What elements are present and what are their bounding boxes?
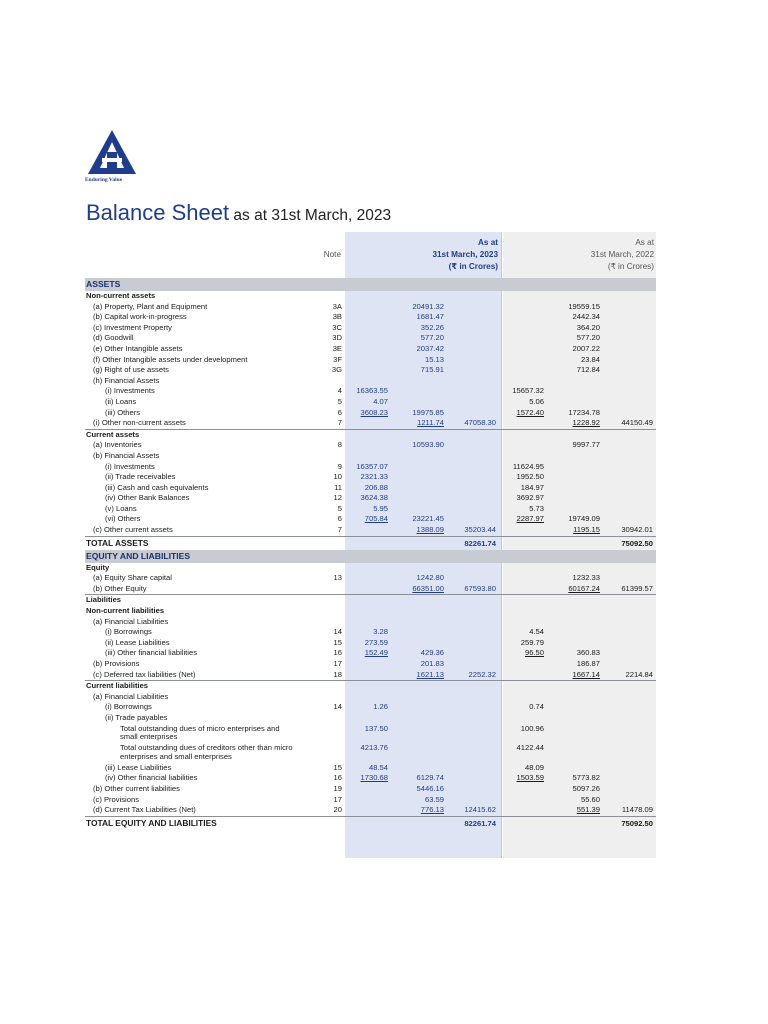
value-2023-col-b: 1242.80: [416, 573, 444, 583]
row-label: (ii) Lease Liabilities: [105, 637, 170, 647]
row-label: (f) Other Intangible assets under development: [93, 354, 248, 364]
note-ref: 14: [333, 627, 342, 637]
note-ref: 3D: [332, 333, 342, 343]
note-ref: 16: [333, 773, 342, 783]
row-label: (e) Other Intangible assets: [93, 343, 183, 353]
row-label: Equity: [86, 562, 110, 572]
table-row: [85, 763, 656, 774]
value-2023-col-b: 63.59: [424, 794, 444, 804]
value-2022-col-e: 577.20: [576, 333, 600, 343]
row-label: (iii) Cash and cash equivalents: [105, 482, 209, 492]
value-2022-col-d: 100.96: [520, 723, 544, 733]
value-2022-col-d: 3692.97: [516, 493, 544, 503]
note-ref: 11: [334, 482, 342, 492]
row-label: Total outstanding dues of micro enterprises and small enterprises: [120, 724, 280, 742]
row-label: (i) Investments: [105, 386, 155, 396]
row-label: (c) Investment Property: [93, 322, 172, 332]
value-2023-col-a: 273.59: [364, 637, 388, 647]
note-ref: 6: [337, 407, 342, 417]
note-ref: 9: [337, 461, 342, 471]
table-row: [85, 648, 656, 659]
value-2023-col-b: 352.26: [420, 322, 444, 332]
value-2022-col-e: 360.83: [576, 648, 600, 658]
table-row: [85, 408, 656, 419]
row-label: (g) Right of use assets: [93, 365, 169, 375]
value-2022-col-d: 2287.97: [516, 514, 544, 524]
note-ref: 4: [337, 386, 342, 396]
value-2022-col-d: 11624.95: [512, 461, 544, 471]
value-2023-col-a: 4213.76: [360, 743, 388, 753]
row-label: (iii) Lease Liabilities: [105, 762, 172, 772]
value-2023-col-b: 1211.74: [417, 418, 444, 428]
note-ref: 7: [337, 418, 342, 428]
previous-year-header-line: (₹ in Crores): [607, 262, 654, 271]
value-2022-col-d: 48.09: [524, 762, 544, 772]
total-row: [85, 817, 656, 830]
value-2022-col-f: 30942.01: [621, 525, 653, 535]
table-row: [85, 483, 656, 494]
value-2022-col-e: 19559.15: [568, 301, 600, 311]
value-2022-col-e: 186.87: [576, 659, 600, 668]
value-2022-col-e: 60167.24: [568, 583, 600, 593]
value-2023-col-b: 1621.13: [416, 669, 444, 679]
row-label: (c) Other current assets: [93, 525, 173, 535]
table-row: [85, 355, 656, 366]
total-row: [85, 537, 656, 550]
value-2023-col-b: 10593.90: [412, 440, 444, 450]
row-label: (i) Borrowings: [105, 702, 152, 712]
table-row: [85, 472, 656, 483]
table-row: [85, 462, 656, 473]
value-2022-col-d: 96.50: [524, 648, 544, 658]
value-2023-col-a: 3.28: [373, 627, 388, 637]
note-ref: 15: [333, 637, 342, 647]
note-ref: 5: [337, 396, 342, 406]
balance-sheet-table: [85, 232, 656, 858]
previous-year-header-line: As at: [635, 238, 654, 247]
row-label: (iv) Other Bank Balances: [105, 493, 190, 503]
row-label: (a) Financial Liabilities: [93, 691, 169, 701]
value-2023-col-a: 16357.07: [356, 461, 388, 471]
note-ref: 17: [333, 659, 342, 668]
section-header-row: [85, 278, 656, 291]
value-2023-col-c: 12415.62: [464, 805, 496, 815]
row-label: (ii) Trade receivables: [105, 472, 176, 482]
value-2023-col-b: 6129.74: [416, 773, 444, 783]
table-row: [85, 773, 656, 784]
table-row: [85, 724, 656, 744]
value-2023-col-b: 201.83: [420, 659, 444, 668]
value-2023-col-b: 20491.32: [412, 301, 444, 311]
previous-year-header-line: 31st March, 2022: [590, 250, 654, 259]
row-label: ASSETS: [86, 279, 121, 289]
value-2022-col-e: 5773.82: [572, 773, 600, 783]
value-2022-col-e: 9997.77: [572, 440, 600, 450]
note-ref: 3B: [332, 312, 342, 322]
value-2023-col-b: 1681.47: [416, 312, 444, 322]
table-row: [85, 451, 656, 462]
note-ref: 3A: [332, 301, 342, 311]
value-2023-col-a: 705.84: [364, 514, 388, 524]
value-2022-col-d: 259.79: [520, 637, 544, 647]
value-2022-col-e: 19749.09: [568, 514, 600, 524]
value-2022-col-f: 44150.49: [621, 418, 653, 428]
row-label: (a) Property, Plant and Equipment: [93, 301, 208, 311]
note-ref: 16: [333, 648, 342, 658]
value-2022-col-e: 17234.78: [568, 407, 600, 417]
value-2023-col-a: 5.95: [373, 503, 388, 513]
note-ref: 3C: [332, 322, 342, 332]
note-ref: 18: [333, 669, 342, 679]
table-row: [85, 573, 656, 584]
table-row: [85, 606, 656, 617]
note-ref: 13: [333, 573, 342, 583]
value-2023-col-a: 2321.33: [360, 472, 388, 482]
title-subtitle: as at 31st March, 2023: [229, 207, 392, 224]
value-2023-col-a: 137.50: [364, 723, 388, 733]
table-row: [85, 312, 656, 323]
row-label: (a) Inventories: [93, 440, 142, 450]
note-ref: 12: [333, 493, 342, 503]
table-row: [85, 617, 656, 628]
note-ref: 3F: [333, 354, 342, 364]
table-row: [85, 681, 656, 692]
value-2022-col-f: 61399.57: [621, 583, 653, 593]
table-row: [85, 440, 656, 451]
value-2022-col-d: 4122.44: [516, 743, 544, 753]
note-ref: 19: [333, 783, 342, 793]
value-2023-col-c: 67593.80: [464, 583, 496, 593]
value-2023-col-a: 48.54: [368, 762, 388, 772]
value-2022-col-d: 0.74: [529, 702, 544, 712]
row-label: (a) Equity Share capital: [93, 573, 172, 583]
value-2022-col-e: 23.84: [580, 354, 600, 364]
current-year-header-line: 31st March, 2023: [432, 250, 498, 259]
note-ref: 17: [333, 794, 342, 804]
table-row: [85, 525, 656, 537]
row-label: (i) Investments: [105, 461, 155, 471]
note-ref: 3G: [331, 365, 342, 375]
row-label: (iii) Other financial liabilities: [105, 648, 198, 658]
value-2023-col-b: 66351.00: [412, 583, 444, 593]
value-2023-col-a: 1730.68: [360, 773, 388, 783]
row-label: (i) Borrowings: [105, 627, 152, 637]
value-2022-col-d: 5.73: [529, 503, 544, 513]
note-ref: 8: [337, 440, 342, 450]
value-2023-col-a: 206.88: [364, 482, 388, 492]
row-label: Liabilities: [86, 595, 122, 605]
table-row: [85, 670, 656, 682]
note-ref: 5: [337, 503, 342, 513]
value-2022-col-d: 5.06: [529, 396, 544, 406]
row-label: (b) Other Equity: [93, 583, 147, 593]
itc-logo-icon: [84, 128, 140, 176]
value-2022-col-d: 184.97: [520, 482, 544, 492]
table-row: [85, 504, 656, 515]
value-2022-col-f: 11478.09: [621, 805, 653, 815]
table-row: [85, 659, 656, 670]
value-2023-col-b: 15.13: [424, 354, 444, 364]
row-label: (iv) Other financial liabilities: [105, 773, 198, 783]
row-label: Current liabilities: [86, 681, 149, 691]
table-row: [85, 323, 656, 334]
value-2022-col-d: 4.54: [529, 627, 544, 637]
row-label: (iii) Others: [105, 407, 141, 417]
table-row: [85, 627, 656, 638]
table-row: [85, 376, 656, 387]
value-2022-col-e: 2442.34: [572, 312, 600, 322]
value-2022-col-e: 712.84: [576, 365, 600, 375]
table-row: [85, 365, 656, 376]
value-2022-col-d: 1572.40: [516, 407, 544, 417]
row-label: (c) Deferred tax liabilities (Net): [93, 669, 196, 679]
value-2023-col-a: 3624.38: [360, 493, 388, 503]
row-label: (d) Current Tax Liabilities (Net): [93, 805, 196, 815]
value-2023-col-c: 35203.44: [464, 525, 496, 535]
row-label: Non-current assets: [86, 291, 156, 300]
note-ref: 10: [333, 472, 342, 482]
company-logo: [84, 128, 140, 188]
value-2022-col-d: 1503.59: [516, 773, 544, 783]
value-2022-col-e: 551.39: [576, 805, 600, 815]
value-2023-col-a: 4.07: [373, 396, 388, 406]
table-row: [85, 386, 656, 397]
row-label: (d) Goodwill: [93, 333, 134, 343]
note-ref: 6: [337, 514, 342, 524]
row-label: (vi) Others: [105, 514, 141, 524]
table-row: [85, 344, 656, 355]
value-2023-col-b: 19975.85: [412, 407, 444, 417]
table-row: [85, 743, 656, 763]
row-label: (a) Financial Liabilities: [93, 616, 169, 626]
note-ref: 15: [333, 762, 342, 772]
page-title: [86, 200, 391, 226]
table-row: [85, 418, 656, 430]
table-row: [85, 514, 656, 525]
row-label: (i) Other non-current assets: [93, 418, 186, 428]
value-2023-col-b: 715.91: [420, 365, 444, 375]
table-row: [85, 805, 656, 817]
value-2023-col-c: 47058.30: [464, 418, 496, 428]
value-2022-col-e: 55.60: [580, 794, 600, 804]
row-label: (h) Financial Assets: [93, 375, 160, 385]
row-label: (v) Loans: [105, 503, 137, 513]
table-row: [85, 638, 656, 649]
value-2023-col-c: 2252.32: [468, 669, 496, 679]
section-header-row: [85, 550, 656, 563]
table-row: [85, 713, 656, 724]
note-column-header: Note: [323, 250, 341, 259]
row-label: TOTAL ASSETS: [86, 537, 149, 548]
row-label: Total outstanding dues of creditors other than micro enterprises and small enterprises: [120, 744, 293, 761]
row-label: (b) Capital work-in-progress: [93, 312, 187, 322]
value-2023-col-b: 2037.42: [416, 343, 444, 353]
table-row: [85, 702, 656, 713]
value-2023-col-a: 16363.55: [356, 386, 388, 396]
value-2023-col-c: 82261.74: [464, 538, 496, 548]
value-2022-col-e: 5097.26: [572, 783, 600, 793]
value-2022-col-e: 2007.22: [572, 343, 600, 353]
table-row: [85, 430, 656, 441]
row-label: Current assets: [86, 429, 140, 439]
table-row: [85, 563, 656, 574]
table-row: [85, 397, 656, 408]
row-label: (c) Provisions: [93, 794, 139, 804]
row-label: (ii) Trade payables: [105, 712, 168, 722]
table-row: [85, 493, 656, 504]
note-ref: 20: [333, 805, 342, 815]
value-2023-col-b: 5446.16: [416, 783, 444, 793]
table-row: [85, 784, 656, 795]
row-label: EQUITY AND LIABILITIES: [86, 550, 191, 561]
previous-year-header: [505, 232, 654, 281]
row-label: (ii) Loans: [105, 396, 137, 406]
value-2022-col-f: 75092.50: [621, 538, 653, 548]
current-year-header-line: (₹ in Crores): [448, 262, 498, 271]
value-2022-col-e: 1232.33: [572, 573, 600, 583]
value-2023-col-c: 82261.74: [464, 818, 496, 828]
row-label: (b) Other current liabilities: [93, 783, 180, 793]
logo-tagline: Enduring Value: [85, 177, 123, 183]
table-row: [85, 584, 656, 596]
current-year-header: [347, 232, 498, 281]
value-2022-col-e: 364.20: [576, 322, 600, 332]
value-2022-col-f: 75092.50: [621, 818, 653, 828]
value-2022-col-e: 1195.15: [573, 525, 600, 535]
value-2023-col-b: 776.13: [420, 805, 444, 815]
value-2023-col-b: 23221.45: [412, 514, 444, 524]
value-2022-col-d: 1952.50: [516, 472, 544, 482]
value-2023-col-a: 152.49: [364, 648, 388, 658]
value-2022-col-e: 1228.92: [572, 418, 600, 428]
table-row: [85, 333, 656, 344]
table-row: [85, 595, 656, 606]
row-label: Non-current liabilities: [86, 606, 165, 616]
current-year-header-line: As at: [477, 238, 498, 247]
table-row: [85, 795, 656, 806]
note-ref: 7: [337, 525, 342, 535]
note-ref: 3E: [332, 343, 342, 353]
table-row: [85, 302, 656, 313]
title-main: Balance Sheet: [86, 200, 230, 225]
value-2023-col-b: 577.20: [420, 333, 444, 343]
row-label: TOTAL EQUITY AND LIABILITIES: [86, 817, 217, 828]
row-label: (b) Provisions: [93, 659, 140, 668]
value-2022-col-e: 1667.14: [572, 669, 600, 679]
note-ref: 14: [333, 702, 342, 712]
row-label: (b) Financial Assets: [93, 450, 160, 460]
table-rows: [85, 278, 656, 830]
value-2023-col-a: 1.26: [373, 702, 388, 712]
value-2023-col-b: 429.36: [420, 648, 444, 658]
value-2022-col-f: 2214.84: [625, 669, 653, 679]
value-2022-col-d: 15657.32: [512, 386, 544, 396]
table-row: [85, 692, 656, 703]
value-2023-col-a: 3608.23: [360, 407, 388, 417]
table-row: [85, 291, 656, 302]
value-2023-col-b: 1388.09: [416, 525, 444, 535]
